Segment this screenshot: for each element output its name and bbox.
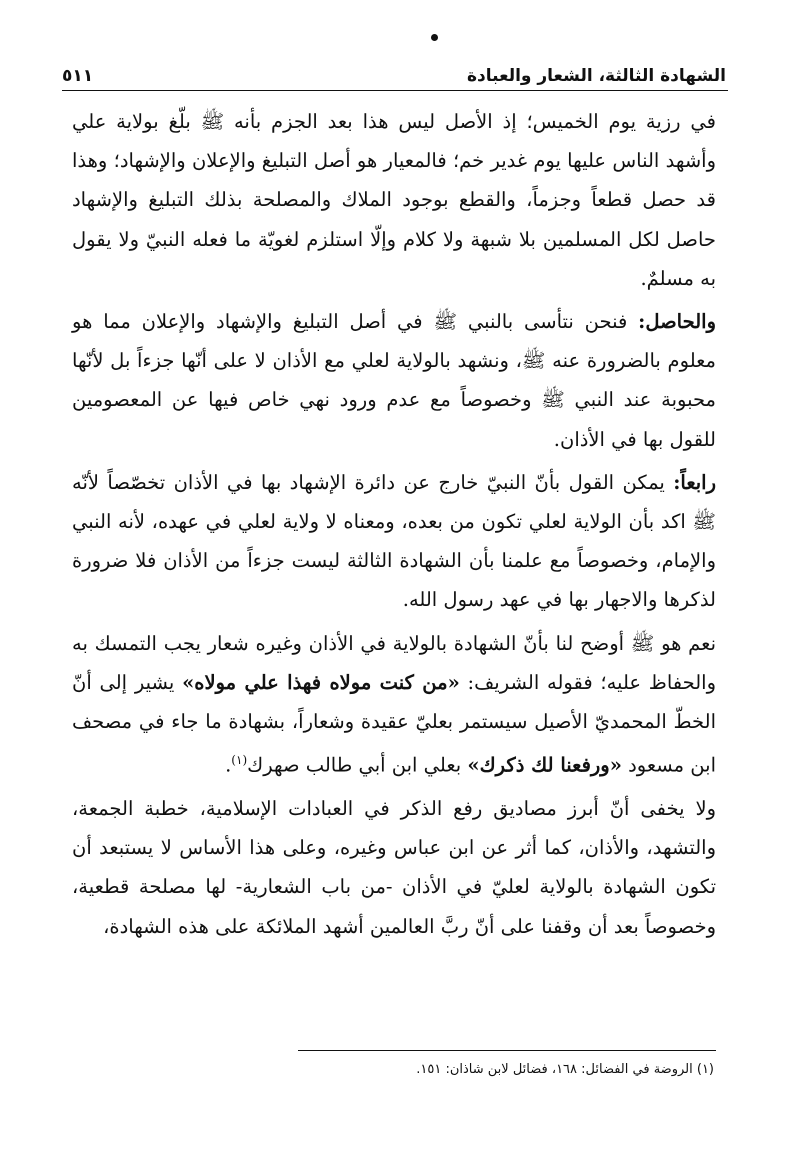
paragraph-text: نعم هو ﷺ أوضح لنا بأنّ الشهادة بالولاية في الأذان وغيره شعار يجب التمسك به والحفاظ عليه؛ فقوله الشريف: bbox=[72, 631, 716, 694]
paragraph-end: . bbox=[225, 753, 232, 777]
paragraph-text: بعلي ابن أبي طالب صهرك bbox=[247, 753, 468, 777]
paragraph-text: ولا يخفى أنّ أبرز مصاديق رفع الذكر في العبادات الإسلامية، خطبة الجمعة، والتشهد، والأذان، كما أثر عن ابن عباس وغيره، وعلى هذا الأساس لا يستبعد أن تكون الشهادة بالولاية لعليّ في الأذان -من باب الشعارية- لها مصلحة قطعية، وخصوصاً بعد أن وقفنا على أنّ ربَّ العالمين أشهد الملائكة على هذه الشهادة، bbox=[72, 796, 716, 938]
body-text bbox=[72, 102, 716, 950]
paragraph-text: فنحن نتأسى بالنبي ﷺ في أصل التبليغ والإشهاد والإعلان مما هو معلوم بالضرورة عنه ﷺ، ونشهد بالولاية لعلي مع الأذان لا على أنّها جزءاً بل لأنّها محبوبة عند النبي ﷺ وخصوصاً مع عدم ورود نهي خاص فيها عن المعصومين للقول بها في الأذان. bbox=[72, 310, 716, 451]
page-number: ٥١١ bbox=[62, 66, 94, 86]
paragraph-text: في رزية يوم الخميس؛ إذ الأصل ليس هذا بعد الجزم بأنه ﷺ بلّغ بولاية علي وأشهد الناس عليها يوم غدير خم؛ فالمعيار هو أصل التبليغ والإعلان والإشهاد؛ وهذا قد حصل قطعاً وجزماً، والقطع بوجود الملاك والمصلحة بذلك التبليغ والإشهاد حاصل لكل المسلمين بلا شبهة ولا كلام وإلّا استلزم لغويّة ما فعله النبيّ ولا يقول به مسلمٌ. bbox=[72, 110, 716, 290]
paragraph bbox=[72, 789, 716, 946]
paragraph-text: يمكن القول بأنّ النبيّ خارج عن دائرة الإشهاد بها في الأذان تخصّصاً لأنّه ﷺ اكد بأن الولاية لعلي تكون من بعده، ومعناه لا ولاية لعلي في عهده، لأنه النبي والإمام، وخصوصاً مع علمنا بأن الشهادة الثالثة ليست جزءاً من الأذان فلا ضرورة لذكرها والاجهار بها في عهد رسول الله. bbox=[72, 470, 716, 612]
paragraph-text: يشير إلى أنّ الخطّ المحمديّ الأصيل سيستمر بعليّ عقيدة وشعاراً، بشهادة ما جاء في مصحف ابن مسعود bbox=[72, 670, 716, 777]
footnote-ref[interactable]: (١) bbox=[231, 753, 248, 768]
top-dot-mark bbox=[431, 34, 438, 41]
paragraph-lead: رابعاً: bbox=[673, 470, 716, 494]
hadith-quote: «من كنت مولاه فهذا علي مولاه» bbox=[182, 670, 460, 694]
paragraph bbox=[72, 624, 716, 785]
footnote: (١) الروضة في الفضائل: ١٦٨، فضائل لابن شاذان: ١٥١. bbox=[416, 1062, 714, 1077]
paragraph-lead: والحاصل: bbox=[638, 310, 716, 334]
paragraph bbox=[72, 463, 716, 620]
footnote-divider bbox=[298, 1050, 716, 1051]
quran-quote: «ورفعنا لك ذكرك» bbox=[467, 753, 622, 777]
running-title: الشهادة الثالثة، الشعار والعبادة bbox=[467, 66, 726, 86]
running-header bbox=[62, 56, 726, 86]
paragraph bbox=[72, 302, 716, 459]
paragraph bbox=[72, 102, 716, 298]
header-divider bbox=[62, 90, 728, 91]
